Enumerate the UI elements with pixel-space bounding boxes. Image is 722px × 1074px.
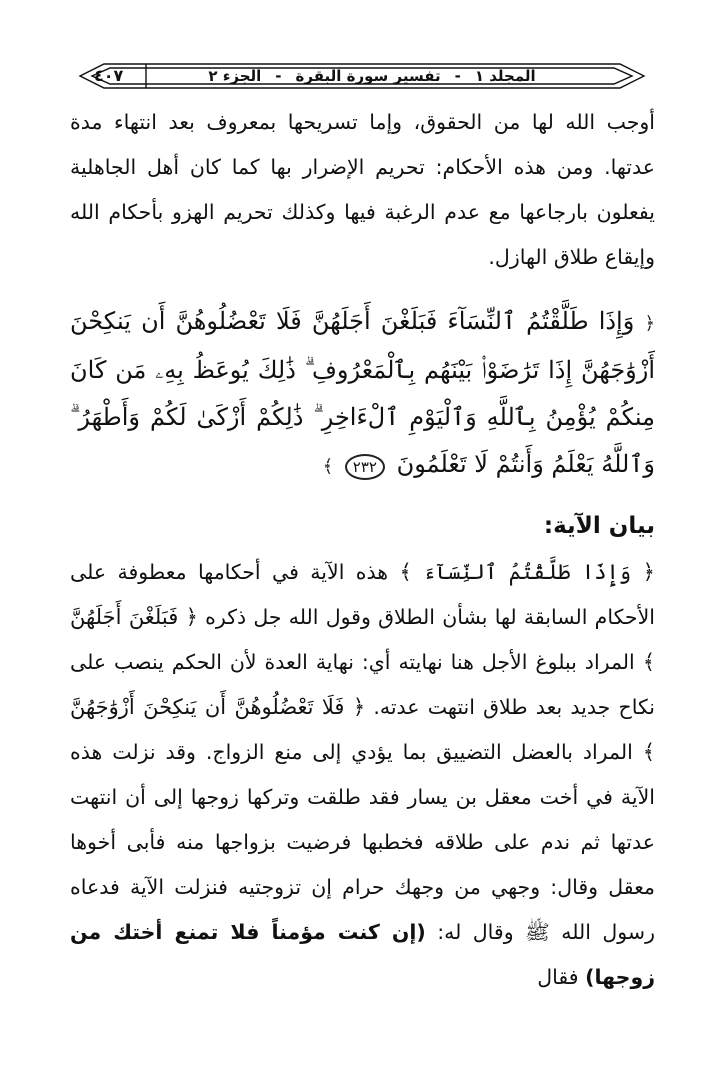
- quote-3: ﴿ فَلَا تَعْضُلُوهُنَّ أَن يَنكِحْنَ أَزْوَٰجَهُنَّ ﴾: [70, 695, 655, 764]
- header-title: [184, 60, 560, 92]
- verse-close-bracket: ﴾: [322, 456, 334, 477]
- quote-1: ﴿ وَإِذَا طَلَّقْتُمُ ٱلنِّسَآءَ ﴾: [399, 560, 655, 584]
- section-heading: بيان الآية:: [543, 513, 655, 539]
- text-2: المراد ببلوغ الأجل هنا نهايته أي: نهاية العدة لأن الحكم ينصب على نكاح جديد بعد طلاق انتهت عدته.: [70, 650, 655, 719]
- header-volume: المجلد ١: [474, 67, 536, 85]
- quote-2: ﴿ فَبَلَغْنَ أَجَلَهُنَّ ﴾: [70, 605, 655, 674]
- ayah-number: ٢٣٢: [345, 454, 385, 480]
- text-4: فقال: [537, 965, 586, 989]
- verse-open-bracket: ﴿: [644, 313, 655, 334]
- header-part: الجزء ٢: [208, 67, 262, 85]
- running-header: [74, 60, 650, 92]
- header-book: تفسير سورة البقرة: [295, 67, 441, 85]
- hadith-quote: (إن كنت مؤمناً فلا تمنع أختك من زوجها): [70, 920, 655, 989]
- verse-text: وَإِذَا طَلَّقْتُمُ ٱلنِّسَآءَ فَبَلَغْنَ أَجَلَهُنَّ فَلَا تَعْضُلُوهُنَّ أَن يَنكِحْنَ أَزْوَٰجَهُنَّ إِذَا تَرَٰضَوْا۟ بَيْنَهُم بِٱلْمَعْرُوفِ ۗ ذَٰلِكَ يُوعَظُ بِهِۦ مَن كَانَ مِنكُمْ يُؤْمِنُ بِٱللَّهِ وَٱلْيَوْمِ ٱلْءَاخِرِ ۗ ذَٰلِكُمْ أَزْكَىٰ لَكُمْ وَأَطْهَرُ ۗ وَٱللَّهُ يَعْلَمُ وَأَنتُمْ لَا تَعْلَمُونَ: [70, 307, 655, 478]
- header-separator: -: [454, 67, 461, 85]
- text-1: هذه الآية في أحكامها معطوفة على الأحكام السابقة لها بشأن الطلاق وقول الله جل ذكره: [70, 560, 655, 629]
- page-content: [70, 100, 655, 1000]
- page-number: ٤٠٧: [94, 66, 124, 85]
- explanation-paragraph: [70, 550, 655, 1000]
- header-separator: -: [275, 67, 282, 85]
- text-3: المراد بالعضل التضييق بما يؤدي إلى منع الزواج. وقد نزلت هذه الآية في أخت معقل بن يسار فقد طلقت وتركها زوجها إلى أن انتهت عدتها ثم ندم على طلاقه فخطبها فرضيت بزواجها منه فأبى أخوها معقل وقال: وجهي من وجهك حرام إن تزوجتيه فنزلت الآية فدعاه رسول الله ﷺ وقال له:: [70, 740, 655, 944]
- intro-paragraph: أوجب الله لها من الحقوق، وإما تسريحها بمعروف بعد انتهاء مدة عدتها. ومن هذه الأحكام: تحريم الإضرار بها كما كان أهل الجاهلية يفعلون بارجاعها مع عدم الرغبة فيها وكذلك تحريم الهزو بأحكام الله وإيقاع طلاق الهازل.: [70, 110, 655, 269]
- quran-verse: [70, 298, 655, 490]
